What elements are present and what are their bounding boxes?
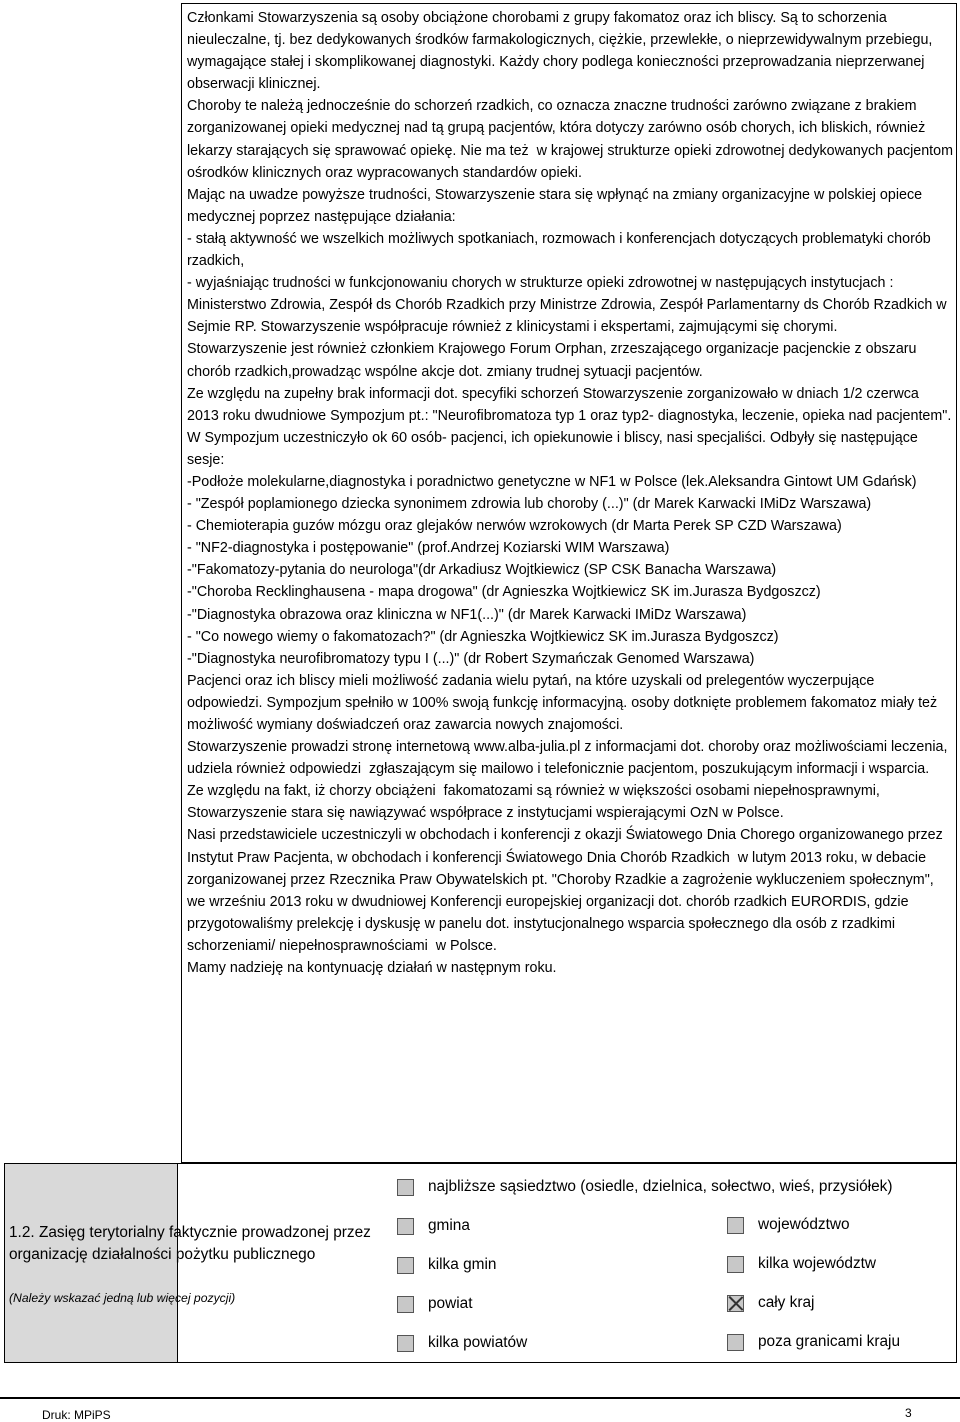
paragraph: -"Choroba Recklinghausena - mapa drogowa" (dr Agnieszka Wojtkiewicz SK im.Jurasza Bydgoszcz) (187, 584, 821, 601)
option-poza-granicami[interactable] (727, 1333, 900, 1351)
paragraph: Mając na uwadze powyższe trudności, Stowarzyszenie stara się wpłynąć na zmiany organizacyjne w polskiej opiece medycznej poprzez następujące działania: (187, 186, 927, 225)
paragraph: W Sympozjum uczestniczyło ok 60 osób- pacjenci, ich opiekunowie i bliscy, nasi specjaliści. Odbyły się następujące sesje: (187, 429, 922, 468)
option-caly-kraj[interactable] (727, 1294, 814, 1312)
option-gmina[interactable] (397, 1217, 470, 1235)
option-label: cały kraj (758, 1294, 815, 1311)
paragraph: Stowarzyszenie prowadzi stronę internetową www.alba-julia.pl z informacjami dot. choroby oraz możliwościami leczenia, udziela również odpowiedzi zgłaszającym się mailowo i telefonicznie pacjentom, poszukującym informacji i wsparcia. (187, 739, 952, 778)
paragraph: Nasi przedstawiciele uczestniczyli w obchodach i konferencji z okazji Światowego Dnia Chorego organizowanego przez Instytut Praw Pacjenta, w obchodach i konferencji Światowego Dnia Chorób Rzadkich w lutym 2013 roku, w debacie zorganizowanej przez Rzecznika Praw Obywatelskich pt. "Choroby Rzadkie a zagrożenie wykluczeniem społecznym", we wrześniu 2013 roku w dwudniowej Konferencji europejskiej organizacji dot. chorób rzadkich EURORDIS, gdzie przygotowaliśmy prelekcję i dyskusję w panelu dot. instytucjonalnego wsparcia społecznego dla osób z rzadkimi schorzeniami/ niepełnosprawnościami w Polsce. (187, 827, 947, 954)
checkbox[interactable] (397, 1296, 414, 1313)
paragraph: Pacjenci oraz ich bliscy mieli możliwość zadania wielu pytań, na które uzyskali od prelegentów wyczerpujące odpowiedzi. Sympozjum spełniło w 100% swoją funkcję informacyjną. osoby dotknięte problemem fakomatoz miały też możliwość wymiany doświadczeń oraz zawarcia nowych znajomości. (187, 672, 942, 733)
activity-description-text (187, 7, 957, 979)
footer-print-label: Druk: MPiPS (42, 1408, 111, 1422)
section-title: 1.2. Zasięg terytorialny faktycznie prowadzonej przez organizację działalności pożytku publicznego (9, 1224, 371, 1263)
paragraph: - stałą aktywność we wszelkich możliwych spotkaniach, rozmowach i konferencjach dotyczących problematyki chorób rzadkich, (187, 230, 935, 270)
paragraph: -"Diagnostyka neurofibromatozy typu I (...)" (dr Robert Szymańczak Genomed Warszawa) (187, 650, 755, 667)
checkbox[interactable] (397, 1257, 414, 1274)
option-wojewodztwo[interactable] (727, 1216, 850, 1234)
paragraph: Choroby te należą jednocześnie do schorzeń rzadkich, co oznacza znaczne trudności zarówno związane z brakiem zorganizowanej opieki medycznej nad tą grupą pacjentów, która dotyczy zarówno osób chorych, ich bliskich, również lekarzy starających się sprawować opiekę. Nie ma też w krajowej strukturze opieki zdrowotnej dedykowanych pacjentom ośrodków klinicznych oraz wypracowanych standardów opieki. (187, 98, 957, 181)
checkbox[interactable] (727, 1334, 744, 1351)
checkbox[interactable] (397, 1335, 414, 1352)
option-label: kilka województw (758, 1255, 877, 1272)
option-label: poza granicami kraju (758, 1333, 901, 1350)
activity-description-box (181, 3, 957, 1163)
checkbox-checked[interactable] (727, 1295, 744, 1312)
territorial-scope-section (4, 1163, 957, 1363)
paragraph: -"Fakomatozy-pytania do neurologa"(dr Arkadiusz Wojtkiewicz (SP CSK Banacha Warszawa) (187, 562, 777, 579)
paragraph: - "NF2-diagnostyka i postępowanie" (prof.Andrzej Koziarski WIM Warszawa) (187, 540, 670, 557)
paragraph: Stowarzyszenie jest również członkiem Krajowego Forum Orphan, zrzeszającego organizacje pacjenckie z obszaru chorób rzadkich,prowadząc wspólne akcje dot. zmiany trudnej sytuacji pacjentów. (187, 341, 921, 380)
paragraph: - "Co nowego wiemy o fakomatozach?" (dr Agnieszka Wojtkiewicz SK im.Jurasza Bydgoszcz) (187, 628, 779, 645)
paragraph: - wyjaśniając trudności w funkcjonowaniu chorych w strukturze opieki zdrowotnej w następujących instytucjach : Ministerstwo Zdrowia, Zespół ds Chorób Rzadkich przy Ministrze Zdrowia, Zespół Parlamentarny ds Chorób Rzadkich w Sejmie RP. Stowarzyszenie współpracuje również z klinicystami i ekspertami, zajmującymi się chorymi. (187, 275, 951, 336)
paragraph: Ze względu na zupełny brak informacji dot. specyfiki schorzeń Stowarzyszenie zorganizowało w dniach 1/2 czerwca 2013 roku dwudniowe Sympozjum pt.: "Neurofibromatoza typ 1 oraz typ2- diagnostyka, leczenie, opieka nad pacjentem". (187, 385, 952, 424)
section-hint: (Należy wskazać jedną lub więcej pozycji) (9, 1291, 236, 1305)
checkbox[interactable] (397, 1179, 414, 1196)
option-kilka-gmin[interactable] (397, 1256, 496, 1274)
page-number: 3 (905, 1406, 912, 1420)
option-label: najbliższe sąsiedztwo (osiedle, dzielnica, sołectwo, wieś, przysiółek) (428, 1178, 893, 1195)
option-label: kilka gmin (428, 1256, 497, 1273)
paragraph: - Chemioterapia guzów mózgu oraz glejaków nerwów wzrokowych (dr Marta Perek SP CZD Warszawa) (187, 518, 842, 535)
checkbox[interactable] (727, 1256, 744, 1273)
option-powiat[interactable] (397, 1295, 473, 1313)
footer-divider (0, 1397, 960, 1399)
paragraph: Członkami Stowarzyszenia są osoby obciążone chorobami z grupy fakomatoz oraz ich bliscy. Są to schorzenia nieuleczalne, tj. bez dedykowanych środków farmakologicznych, ciężkie, przewlekłe, o nieprzewidywalnym przebiegu, wymagające stałej i skomplikowanej diagnostyki. Każdy chory podlega konieczności przeprowadzania nieprzerwanej obserwacji klinicznej. (187, 10, 937, 93)
paragraph: Mamy nadzieję na kontynuację działań w następnym roku. (187, 960, 557, 977)
option-kilka-wojewodztw[interactable] (727, 1255, 876, 1273)
paragraph: - "Zespół poplamionego dziecka synonimem zdrowia lub choroby (...)" (dr Marek Karwacki IMiDz Warszawa) (187, 496, 872, 513)
option-label: powiat (428, 1295, 473, 1312)
option-neighbourhood[interactable] (397, 1178, 892, 1196)
paragraph: -Podłoże molekularne,diagnostyka i poradnictwo genetyczne w NF1 w Polsce (lek.Aleksandra Gintowt UM Gdańsk) (187, 473, 917, 490)
option-label: województwo (758, 1216, 850, 1233)
paragraph: -"Diagnostyka obrazowa oraz kliniczna w NF1(...)" (dr Marek Karwacki IMiDz Warszawa) (187, 606, 747, 623)
option-label: kilka powiatów (428, 1334, 528, 1351)
paragraph: Ze względu na fakt, iż chorzy obciążeni fakomatozami są również w większości osobami niepełnosprawnymi, Stowarzyszenie stara się nawiązywać współprace z instytucjami wspierającymi OzN w Polsce. (187, 783, 884, 822)
checkbox[interactable] (397, 1218, 414, 1235)
option-label: gmina (428, 1217, 470, 1234)
option-kilka-powiatow[interactable] (397, 1334, 527, 1352)
checkbox[interactable] (727, 1217, 744, 1234)
